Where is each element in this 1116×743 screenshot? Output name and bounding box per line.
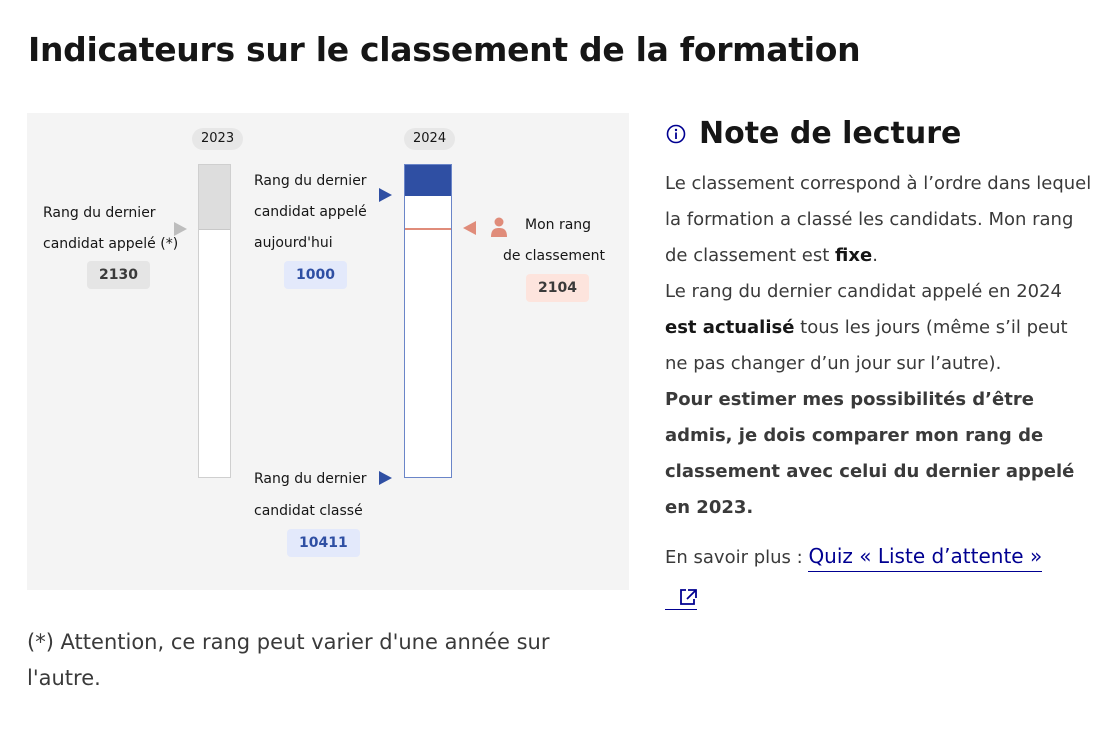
learn-more — [665, 538, 1095, 612]
note-title: Note de lecture — [699, 115, 962, 151]
last-called-2023-value: 2130 — [87, 261, 150, 289]
external-link-icon[interactable] — [665, 584, 697, 610]
last-ranked-label-line2: candidat classé — [254, 503, 363, 519]
bar-2024-called-segment — [405, 165, 451, 196]
info-icon — [665, 123, 687, 145]
last-ranked-value: 10411 — [287, 529, 360, 557]
arrow-right-icon — [379, 471, 392, 485]
ranking-diagram — [27, 113, 629, 590]
arrow-right-icon — [379, 188, 392, 202]
last-called-today-label-line2: candidat appelé — [254, 204, 367, 220]
last-called-today-label-line1: Rang du dernier — [254, 173, 367, 189]
footnote: (*) Attention, ce rang peut varier d'une année sur l'autre. — [27, 630, 550, 690]
year-pill-2023: 2023 — [192, 128, 243, 150]
last-called-today-label-line3: aujourd'hui — [254, 235, 333, 251]
last-called-2023-label-line2: candidat appelé (*) — [43, 236, 179, 252]
my-rank-label-line1: Mon rang — [525, 217, 592, 233]
arrow-right-icon — [174, 222, 187, 236]
year-pill-2024: 2024 — [404, 128, 455, 150]
last-called-today-value: 1000 — [284, 261, 347, 289]
learn-more-label: En savoir plus : — [665, 547, 803, 568]
reading-note — [665, 113, 1095, 612]
my-rank-value: 2104 — [526, 274, 589, 302]
bar-2023-called-segment — [199, 165, 230, 230]
my-rank-label-line2: de classement — [503, 248, 605, 264]
bar-2023 — [198, 164, 231, 478]
note-paragraph-1: Le classement correspond à l’ordre dans lequel la formation a classé les candidats. Mon rang de classement est fixe. — [665, 173, 1092, 266]
note-paragraph-3: Pour estimer mes possibilités d’être admis, je dois comparer mon rang de classement avec celui du dernier appelé en 2023. — [665, 389, 1075, 518]
person-icon — [490, 217, 508, 237]
last-called-2023-label-line1: Rang du dernier — [43, 205, 156, 221]
page-title: Indicateurs sur le classement de la formation — [28, 30, 861, 69]
note-paragraph-2: Le rang du dernier candidat appelé en 2024 est actualisé tous les jours (même s’il peut ne pas changer d’un jour sur l’autre). — [665, 281, 1068, 374]
note-body — [665, 166, 1095, 526]
note-header — [665, 113, 1095, 153]
last-ranked-label-line1: Rang du dernier — [254, 471, 367, 487]
my-rank-marker-line — [405, 228, 451, 230]
arrow-left-icon — [463, 221, 476, 235]
quiz-link[interactable]: Quiz « Liste d’attente » — [808, 544, 1042, 572]
bar-2024 — [404, 164, 452, 478]
